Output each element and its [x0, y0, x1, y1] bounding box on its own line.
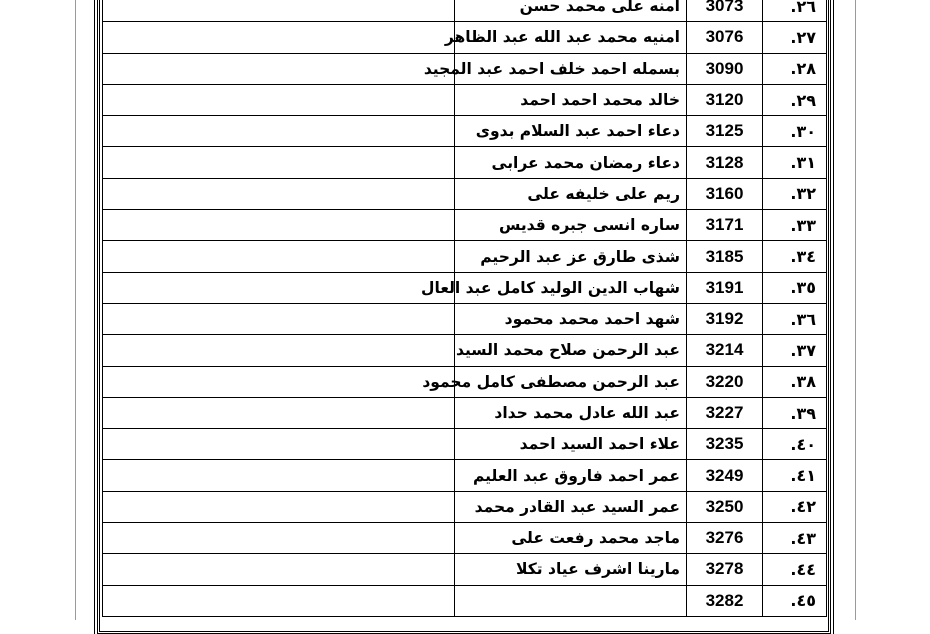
notes-cell: [103, 241, 455, 272]
table-row: [103, 397, 827, 428]
student-code-cell: 3214: [687, 335, 763, 366]
row-index-cell: ٣٠.: [763, 116, 827, 147]
row-index-cell: ٣٦.: [763, 303, 827, 334]
student-code-cell: 3128: [687, 147, 763, 178]
student-name-cell: شذى طارق عز عبد الرحيم: [455, 241, 687, 272]
table-row: [103, 366, 827, 397]
row-index-cell: ٤٥.: [763, 585, 827, 616]
student-code-cell: 3282: [687, 585, 763, 616]
student-code-cell: 3276: [687, 523, 763, 554]
notes-cell: [103, 429, 455, 460]
student-name-cell: علاء احمد السيد احمد: [455, 429, 687, 460]
table-row: [103, 491, 827, 522]
student-name-cell: دعاء رمضان محمد عرابى: [455, 147, 687, 178]
student-name-cell: ريم على خليفه على: [455, 178, 687, 209]
row-index-cell: ٢٧.: [763, 22, 827, 53]
student-code-cell: 3250: [687, 491, 763, 522]
notes-cell: [103, 397, 455, 428]
table-row: [103, 303, 827, 334]
table-row: [103, 272, 827, 303]
notes-cell: [103, 303, 455, 334]
table-row: [103, 585, 827, 616]
student-name-cell: [455, 585, 687, 616]
student-name-cell: شهاب الدين الوليد كامل عبد العال: [455, 272, 687, 303]
student-name-cell: مارينا اشرف عياد تكلا: [455, 554, 687, 585]
table-row: [103, 116, 827, 147]
student-name-cell: ماجد محمد رفعت على: [455, 523, 687, 554]
table-row: [103, 147, 827, 178]
student-code-cell: 3076: [687, 22, 763, 53]
row-index-cell: ٣٩.: [763, 397, 827, 428]
row-index-cell: ٣٤.: [763, 241, 827, 272]
row-index-cell: ٣١.: [763, 147, 827, 178]
student-code-cell: 3278: [687, 554, 763, 585]
student-name-cell: امنيه محمد عبد الله عبد الظاهر: [455, 22, 687, 53]
student-name-cell: شهد احمد محمد محمود: [455, 303, 687, 334]
student-name-cell: دعاء احمد عبد السلام بدوى: [455, 116, 687, 147]
student-name-cell: خالد محمد احمد احمد: [455, 84, 687, 115]
student-code-cell: 3090: [687, 53, 763, 84]
table-row: [103, 554, 827, 585]
row-index-cell: ٤٣.: [763, 523, 827, 554]
row-index-cell: ٤١.: [763, 460, 827, 491]
page-edge-right: [855, 0, 856, 620]
notes-cell: [103, 460, 455, 491]
notes-cell: [103, 366, 455, 397]
student-name-cell: عبد الرحمن صلاح محمد السيد: [455, 335, 687, 366]
notes-cell: [103, 585, 455, 616]
notes-cell: [103, 147, 455, 178]
student-code-cell: 3249: [687, 460, 763, 491]
notes-cell: [103, 53, 455, 84]
row-index-cell: ٣٣.: [763, 210, 827, 241]
student-code-cell: 3171: [687, 210, 763, 241]
student-code-cell: 3185: [687, 241, 763, 272]
notes-cell: [103, 178, 455, 209]
student-code-cell: 3220: [687, 366, 763, 397]
student-code-cell: 3191: [687, 272, 763, 303]
students-table: [102, 0, 827, 617]
student-name-cell: بسمله احمد خلف احمد عبد المجيد: [455, 53, 687, 84]
student-name-cell: عمر السيد عبد القادر محمد: [455, 491, 687, 522]
student-name-cell: عمر احمد فاروق عبد العليم: [455, 460, 687, 491]
row-index-cell: ٣٨.: [763, 366, 827, 397]
row-index-cell: ٢٩.: [763, 84, 827, 115]
notes-cell: [103, 0, 455, 22]
student-code-cell: 3160: [687, 178, 763, 209]
students-table-body: [103, 0, 827, 616]
page-edge-left: [75, 0, 76, 620]
row-index-cell: ٤٠.: [763, 429, 827, 460]
student-name-cell: امنه على محمد حسن: [455, 0, 687, 22]
notes-cell: [103, 210, 455, 241]
notes-cell: [103, 116, 455, 147]
table-row: [103, 523, 827, 554]
row-index-cell: ٢٦.: [763, 0, 827, 22]
table-row: [103, 210, 827, 241]
table-row: [103, 22, 827, 53]
table-row: [103, 241, 827, 272]
notes-cell: [103, 335, 455, 366]
student-code-cell: 3192: [687, 303, 763, 334]
student-code-cell: 3227: [687, 397, 763, 428]
notes-cell: [103, 84, 455, 115]
notes-cell: [103, 272, 455, 303]
table-row: [103, 0, 827, 22]
student-name-cell: ساره انسى جبره قديس: [455, 210, 687, 241]
student-code-cell: 3120: [687, 84, 763, 115]
notes-cell: [103, 554, 455, 585]
student-name-cell: عبد الله عادل محمد حداد: [455, 397, 687, 428]
row-index-cell: ٣٥.: [763, 272, 827, 303]
row-index-cell: ٤٤.: [763, 554, 827, 585]
student-code-cell: 3235: [687, 429, 763, 460]
table-row: [103, 53, 827, 84]
student-code-cell: 3073: [687, 0, 763, 22]
notes-cell: [103, 22, 455, 53]
student-code-cell: 3125: [687, 116, 763, 147]
notes-cell: [103, 523, 455, 554]
table-row: [103, 460, 827, 491]
table-row: [103, 429, 827, 460]
student-name-cell: عبد الرحمن مصطفى كامل محمود: [455, 366, 687, 397]
row-index-cell: ٢٨.: [763, 53, 827, 84]
table-row: [103, 178, 827, 209]
row-index-cell: ٣٢.: [763, 178, 827, 209]
row-index-cell: ٤٢.: [763, 491, 827, 522]
table-row: [103, 335, 827, 366]
notes-cell: [103, 491, 455, 522]
table-row: [103, 84, 827, 115]
row-index-cell: ٣٧.: [763, 335, 827, 366]
